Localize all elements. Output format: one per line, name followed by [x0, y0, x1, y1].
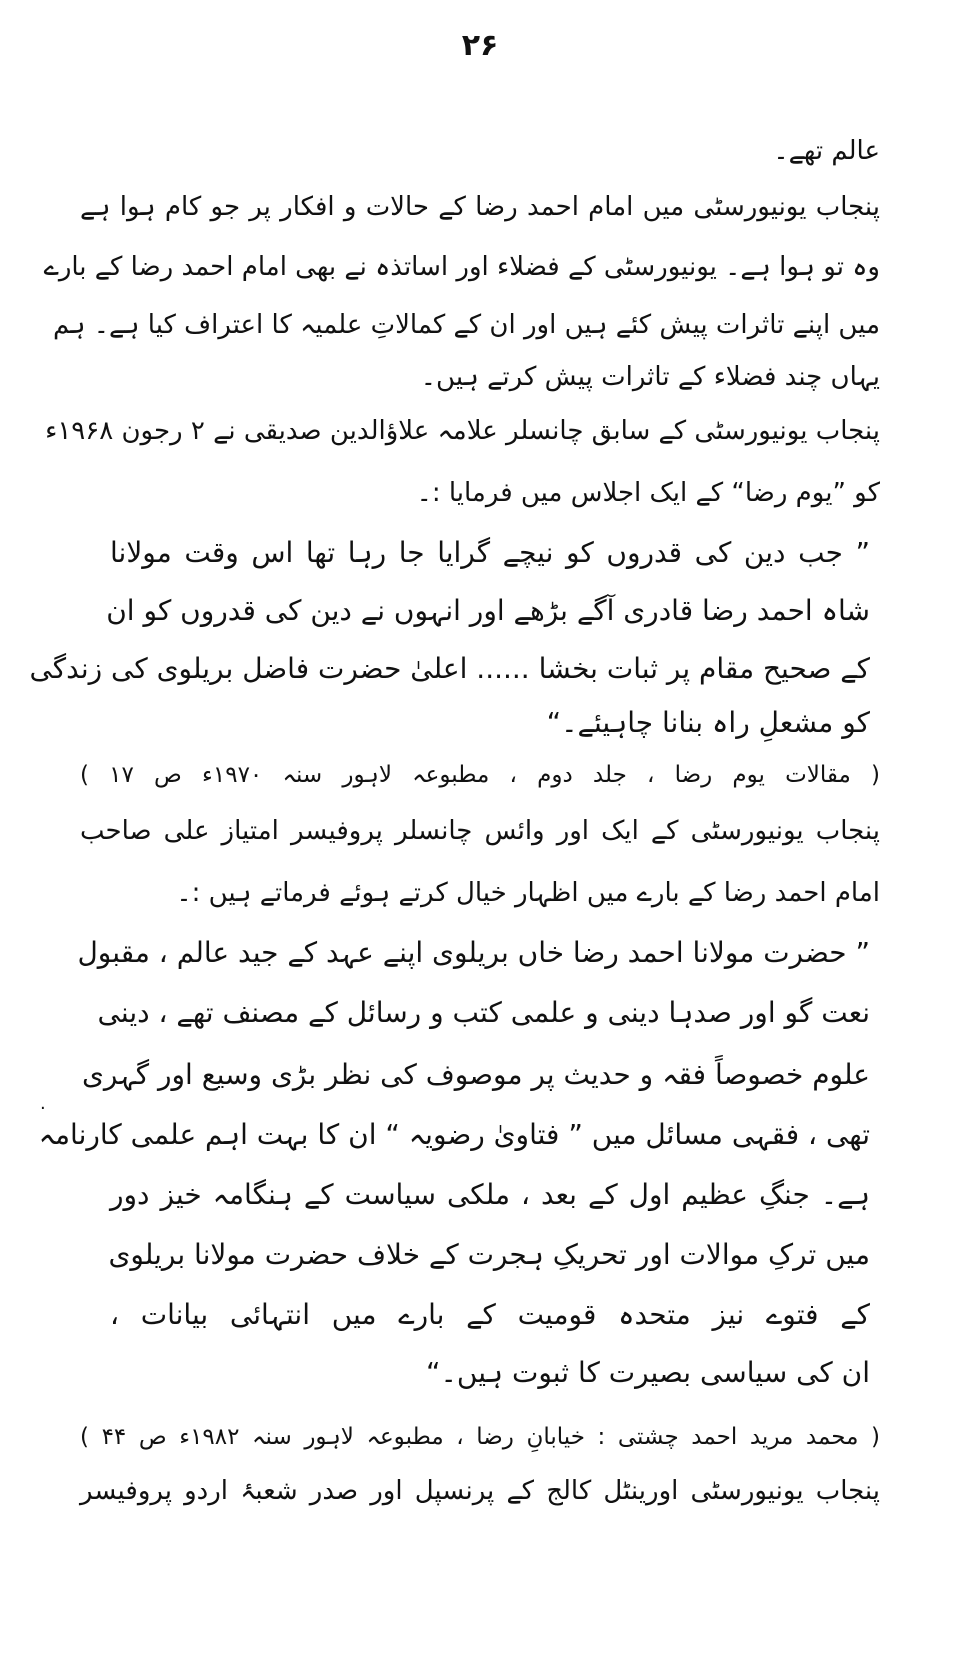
quote-line: علوم خصوصاً فقہ و حدیث پر موصوف کی نظر بڑی وسیع اور گہری [82, 1058, 870, 1091]
page-number: ۲۶ [461, 28, 499, 63]
text-line: امام احمد رضا کے بارے میں اظہار خیال کرتے ہوئے فرماتے ہیں :۔ [176, 878, 880, 908]
text-line: میں اپنے تاثرات پیش کئے ہیں اور ان کے کمالاتِ علمیہ کا اعتراف کیا ہے۔ ہم [53, 310, 880, 340]
quote-line: کے فتوے نیز متحدہ قومیت کے بارے میں انتہائی بیانات ، [110, 1298, 870, 1331]
quote-line: میں ترکِ موالات اور تحریکِ ہجرت کے خلاف حضرت مولانا بریلوی [108, 1238, 870, 1271]
text-line: پنجاب یونیورسٹی اورینٹل کالج کے پرنسپل اور صدر شعبۂ اردو پروفیسر [80, 1476, 880, 1506]
text-line: یہاں چند فضلاء کے تاثرات پیش کرتے ہیں۔ [420, 362, 880, 392]
quote-line: نعت گو اور صدہا دینی و علمی کتب و رسائل کے مصنف تھے ، دینی [97, 996, 870, 1029]
text-line: پنجاب یونیورسٹی کے ایک اور وائس چانسلر پروفیسر امتیاز علی صاحب [80, 816, 880, 846]
text-line: پنجاب یونیورسٹی میں امام احمد رضا کے حالات و افکار پر جو کام ہوا ہے [80, 192, 880, 222]
quote-line: کو مشعلِ راہ بنانا چاہیئے۔“ [546, 706, 870, 739]
quote-line: ” جب دین کی قدروں کو نیچے گرایا جا رہا تھا اس وقت مولانا [110, 536, 870, 569]
quote-line: ان کی سیاسی بصیرت کا ثبوت ہیں۔“ [426, 1356, 870, 1389]
text-line: پنجاب یونیورسٹی کے سابق چانسلر علامہ علاؤالدین صدیقی نے ۲ رجون ۱۹۶۸ء [45, 416, 880, 446]
scan-speck: · [40, 1098, 46, 1119]
quote-line: ” حضرت مولانا احمد رضا خاں بریلوی اپنے عہد کے جید عالم ، مقبول [77, 936, 870, 969]
reference-line: ( محمد مرید احمد چشتی : خیابانِ رضا ، مطبوعہ لاہور سنہ ۱۹۸۲ء ص ۴۴ ) [80, 1424, 880, 1450]
text-line: وہ تو ہوا ہے۔ یونیورسٹی کے فضلاء اور اساتذہ نے بھی امام احمد رضا کے بارے [43, 252, 880, 282]
text-line: عالم تھے۔ [773, 136, 880, 166]
quote-line: تھی ، فقہی مسائل میں ” فتاویٰ رضویہ “ ان کا بہت اہم علمی کارنامہ [38, 1118, 870, 1151]
quote-line: ہے۔ جنگِ عظیم اول کے بعد ، ملکی سیاست کے ہنگامہ خیز دور [110, 1178, 870, 1211]
text-line: کو ”یوم رضا“ کے ایک اجلاس میں فرمایا :۔ [416, 478, 880, 508]
reference-line: ( مقالات یوم رضا ، جلد دوم ، مطبوعہ لاہور سنہ ۱۹۷۰ء ص ۱۷ ) [80, 762, 880, 788]
quote-line: شاہ احمد رضا قادری آگے بڑھے اور انہوں نے دین کی قدروں کو ان [106, 594, 870, 627]
quote-line: کے صحیح مقام پر ثبات بخشا ...... اعلیٰ حضرت فاضل بریلوی کی زندگی [29, 652, 870, 685]
